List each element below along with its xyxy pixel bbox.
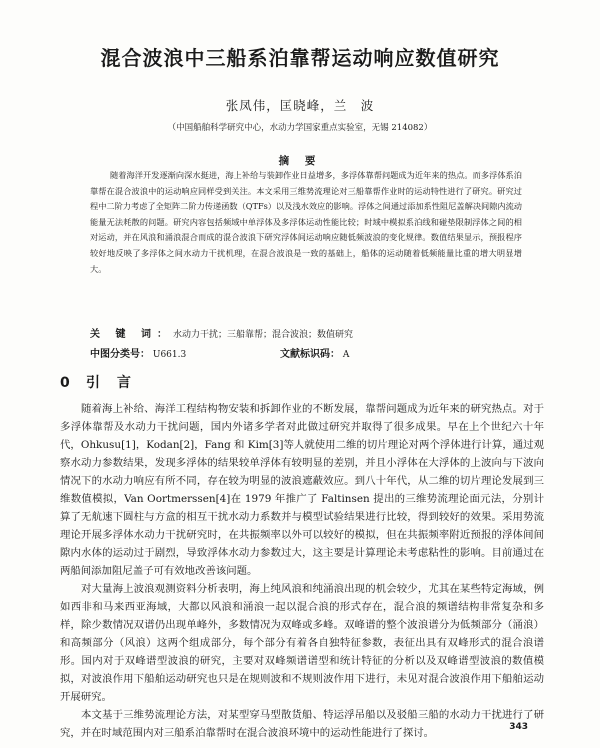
section-title: 引 言: [86, 375, 137, 391]
body-text: [60, 400, 544, 742]
paragraph: 本文基于三维势流理论方法，对某型穿马型散货船、特运浮吊船以及驳船三船的水动力干扰进行了研究，并在时域范围内对三船系泊靠帮时在混合波浪环境中的运动性能进行了探讨。: [60, 709, 544, 739]
authors: 张凤伟，匡晓峰，兰 波: [225, 98, 375, 113]
page-number: 343: [509, 722, 528, 732]
clc-label: 中图分类号：: [90, 349, 150, 360]
clc-value: U661.3: [152, 350, 187, 360]
keywords-value: 水动力干扰；三船靠帮；混合波浪；数值研究: [172, 330, 353, 340]
classification-line: [90, 345, 530, 360]
keywords-label: 关 键 词：: [90, 329, 173, 340]
paragraph: 随着海上补给、海洋工程结构物安装和拆卸作业的不断发展，靠帮问题成为近年来的研究热点。对于多浮体靠帮及水动力干扰问题，国内外诸多学者对此做过研究并取得了很多成果。早在上个世纪六十年代，Ohkusu[1]，Kodan[2]，Fang 和 Kim[3]等人就使用二维的切片理论对两个浮体进行计算，通过观察水动力参数结果，发现多浮体的结果较单浮体有较明显的差别，并且小浮体在大浮体的上波向与下波向情况下的水动力响应有所不同，存在较为明显的波浪遮蔽效应。到八十年代，从二维的切片理论发展到三维数值模拟，Van Oortmerssen[4]在 1979 年推广了 Faltinsen 提出的三维势流理论面元法，分别计算了无航速下圆柱与方盒的相互干扰水动力系数并与模型试验结果进行比较，得到较好的效果。采用势流理论开展多浮体水动力干扰研究时，在共振频率以外可以较好的模拟，但在共振频率附近预报的浮体间间隙内水体的运动过于剧烈，导致浮体水动力参数过大，这主要是计算理论未考虑粘性的影响。目前通过在两船间添加阻尼盖子可有效地改善该问题。: [60, 403, 544, 577]
doc-code-value: A: [342, 350, 350, 360]
doc-code-label: 文献标识码：: [280, 349, 340, 360]
paper-title: 混合波浪中三船系泊靠帮运动响应数值研究: [100, 46, 500, 70]
abstract-text: 随着海洋开发逐渐向深水挺进，海上补给与装卸作业日益增多，多浮体靠帮问题成为近年来的热点。而多浮体系泊靠帮在混合波浪中的运动响应同样受到关注。本文采用三维势流理论对三船靠帮作业时的运动特性进行了研究。研究过程中二阶力考虑了全矩阵二阶力传递函数（QTFs）以及浅水效应的影响。浮体之间通过添加系性阻尼盖解决间隙内流动能量无法耗散的问题。研究内容包括频域中单浮体及多浮体运动性能比较；时域中模拟系泊线和碰垫限制浮体之间的相对运动，并在风浪和涌浪混合而成的混合波浪下研究浮体间运动响应随低频波浪的变化规律。数值结果显示，预报程序较好地反映了多浮体之间水动力干扰机理，在混合波浪是一致的基础上，船体的运动随着低频能量比重的增大明显增大。: [90, 170, 522, 274]
section-number: 0: [60, 375, 70, 391]
doc-code: [280, 345, 349, 360]
section-heading: [60, 372, 137, 392]
abstract-heading: 摘 要: [278, 155, 322, 167]
paragraph: 对大量海上波浪观测资料分析表明，海上纯风浪和纯涌浪出现的机会较少，尤其在某些特定海域，例如西非和马来西亚海域，大都以风浪和涌浪一起以混合浪的形式存在，混合浪的频谱结构非常复杂和多样，除少数情况双谱仍出现单峰外，多数情况为双峰或多峰。双峰谱的整个波浪谱分为低频部分（涌浪）和高频部分（风浪）这两个组成部分，每个部分有着各自独特征参数，表征出具有双峰形式的混合浪谱形。国内对于双峰谱型波浪的研究，主要对双峰频谱谱型和统计特征的分析以及双峰谱型波浪的数值模拟，对波浪作用下船舶运动研究也只是在规则波和不规则波作用下进行，未见对混合波浪作用下船舶运动开展研究。: [60, 583, 544, 703]
affiliation: （中国船舶科学研究中心，水动力学国家重点实验室，无锡 214082）: [167, 123, 433, 133]
keywords-line: [90, 325, 530, 340]
